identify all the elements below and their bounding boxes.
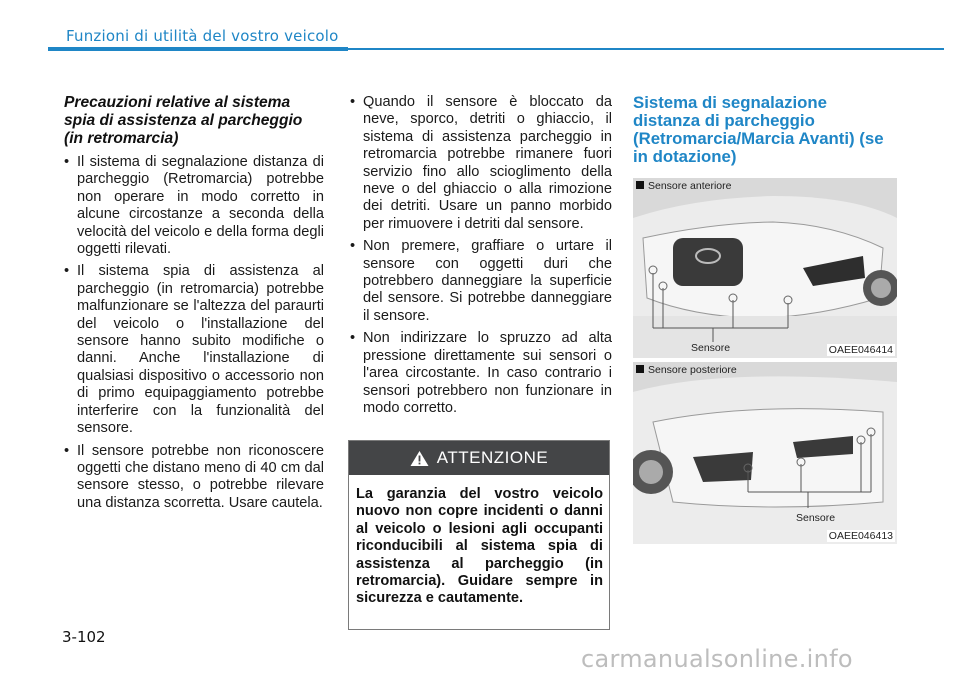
header-rule — [48, 47, 348, 51]
column-precautions — [64, 94, 324, 517]
warning-triangle-icon — [410, 450, 429, 467]
figure-code: OAEE046413 — [828, 530, 893, 542]
list-item: • Il sensore potrebbe non riconoscere oggetti che distano meno di 40 cm dal sensore stesso, o potrebbe rilevare una distanza scorretta. Usare cautela. — [64, 443, 324, 513]
front-car-illustration — [633, 178, 897, 358]
list-item: • Quando il sensore è bloccato da neve, sporco, detriti o ghiaccio, il sistema di assistenza parcheggio in retromarcia potrebbe rimanere fuori servizio fino allo scioglimento della neve o del ghiaccio o alla rimozione dei detriti. Usare un panno morbido per rimuovere i detriti dal sensore. — [350, 94, 612, 233]
rear-sensor-figure — [633, 362, 897, 544]
list-item: • Non premere, graffiare o urtare il sensore con oggetti duri che potrebbero danneggiare la superficie del sensore. Si potrebbe danneggiare il sensore. — [350, 238, 612, 325]
list-item: • Il sistema di segnalazione distanza di parcheggio (Retromarcia) potrebbe non operare in modo corretto in alcune circostanze a seconda della velocità del veicolo e della forma degli oggetti rilevati. — [64, 154, 324, 258]
figure-code: OAEE046414 — [828, 344, 893, 356]
precautions-list — [64, 154, 324, 512]
watermark: carmanualsonline.info — [581, 645, 853, 673]
warning-title: ATTENZIONE — [436, 448, 549, 467]
parking-system-heading: Sistema di segnalazione distanza di parcheggio (Retromarcia/Marcia Avanti) (se in dotazione) — [633, 93, 884, 166]
figure-label — [636, 364, 737, 376]
precautions-heading: Precauzioni relative al sistema spia di assistenza al parcheggio (in retromarcia) — [64, 94, 303, 147]
figure-label-text: Sensore anteriore — [648, 180, 732, 192]
header-rule-thin — [348, 48, 944, 50]
figure-label-text: Sensore posteriore — [648, 364, 737, 376]
sensor-care-list — [350, 94, 612, 417]
sensor-caption: Sensore — [796, 512, 836, 524]
sensor-caption: Sensore — [691, 342, 731, 354]
column-parking-system — [633, 94, 897, 166]
front-sensor-figure — [633, 178, 897, 358]
header-title: Funzioni di utilità del vostro veicolo — [66, 27, 339, 45]
column-sensor-care — [350, 94, 612, 422]
page-number: 3-102 — [62, 628, 106, 646]
warning-box — [348, 440, 610, 630]
rear-car-illustration — [633, 362, 897, 544]
figure-label — [636, 180, 731, 192]
list-item: • Non indirizzare lo spruzzo ad alta pressione direttamente sui sensori o l'area circostante. In caso contrario i sensori potrebbero non funzionare in modo corretto. — [350, 330, 612, 417]
warning-text: La garanzia del vostro veicolo nuovo non copre incidenti o danni al veicolo o lesioni agli occupanti riconducibili al sistema spia di assistenza al parcheggio (in retromarcia). Guidare sempre in sicurezza e cautamente. — [356, 486, 603, 607]
warning-header — [349, 441, 609, 475]
list-item: • Il sistema spia di assistenza al parcheggio (in retromarcia) potrebbe malfunzionare se l'altezza del paraurti del veicolo o l'installazione del sensore hanno subito modifiche o danni. Anche l'installazione di qualsiasi dispositivo o accessorio non di primo equipaggiamento potrebbe interferire con la funzionalità del sensore. — [64, 263, 324, 437]
